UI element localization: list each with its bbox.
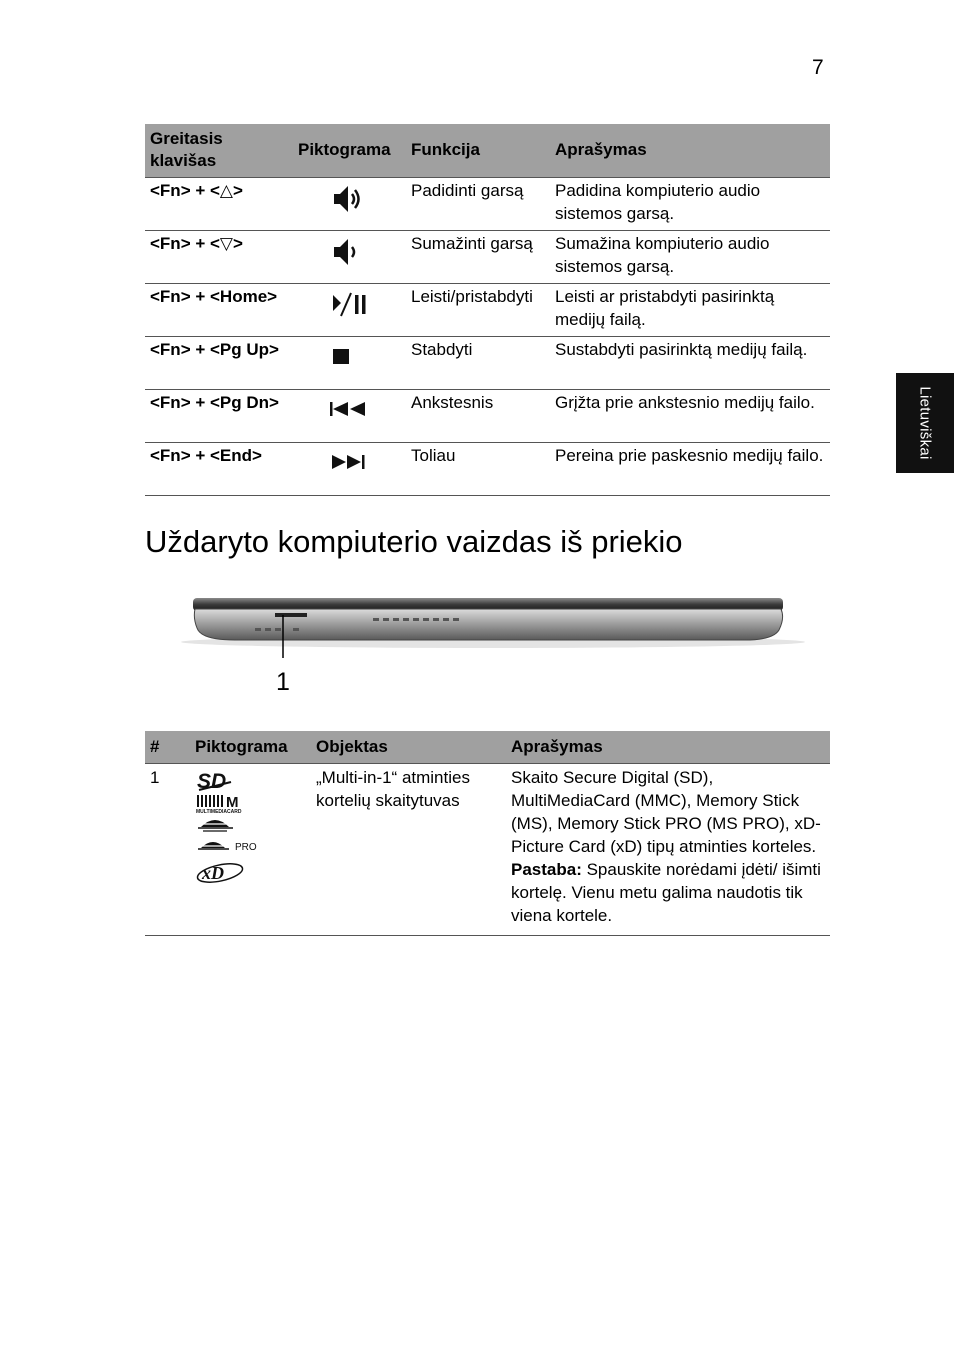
table-row	[145, 230, 830, 283]
previous-track-icon	[329, 395, 371, 421]
description-cell: Padidina kompiuterio audio sistemos garsą.	[550, 177, 830, 230]
card-format-icons	[195, 768, 265, 886]
icon-cell	[293, 442, 406, 495]
next-track-icon	[329, 448, 371, 474]
header-description: Aprašymas	[550, 124, 830, 177]
description-cell	[506, 763, 830, 935]
header-icon: Piktograma	[293, 124, 406, 177]
table-row	[145, 763, 830, 935]
laptop-front-view-figure	[175, 590, 810, 668]
ms-pro-label: PRO	[235, 841, 257, 853]
hotkey-cell: <Fn> + <△>	[145, 177, 293, 230]
note-label: Pastaba:	[511, 859, 582, 879]
hotkey-cell: <Fn> + <▽>	[145, 230, 293, 283]
icon-cell	[293, 230, 406, 283]
section-title: Uždaryto kompiuterio vaizdas iš priekio	[145, 524, 683, 559]
icon-cell	[293, 336, 406, 389]
function-cell: Padidinti garsą	[406, 177, 550, 230]
multimediacard-icon	[196, 794, 242, 815]
sd-logo-text: SD	[197, 769, 227, 793]
mmc-logo-text: MULTIMEDIACARD	[196, 808, 242, 815]
items-table	[145, 731, 830, 936]
header-number: #	[145, 731, 190, 763]
description-cell: Sustabdyti pasirinktą medijų failą.	[550, 336, 830, 389]
function-cell: Ankstesnis	[406, 389, 550, 442]
icon-cell	[293, 283, 406, 336]
function-cell: Stabdyti	[406, 336, 550, 389]
header-description: Aprašymas	[506, 731, 830, 763]
table-row	[145, 177, 830, 230]
function-cell: Sumažinti garsą	[406, 230, 550, 283]
number-cell: 1	[145, 763, 190, 935]
table-row	[145, 442, 830, 495]
description-cell: Pereina prie paskesnio medijų failo.	[550, 442, 830, 495]
header-hotkey: Greitasis klavišas	[145, 124, 293, 177]
icon-cell	[190, 763, 311, 935]
memory-stick-icon	[198, 820, 233, 831]
play-pause-icon	[329, 289, 371, 319]
function-cell: Toliau	[406, 442, 550, 495]
note-text: Spauskite norėdami įdėti/ išimti kortelę. Vienu metu galima naudotis tik viena kortele.	[511, 859, 821, 925]
xd-logo-text: xD	[202, 862, 224, 883]
description-cell: Grįžta prie ankstesnio medijų failo.	[550, 389, 830, 442]
function-cell: Leisti/pristabdyti	[406, 283, 550, 336]
header-icon: Piktograma	[190, 731, 311, 763]
icon-cell	[293, 177, 406, 230]
description-cell: Leisti ar pristabdyti pasirinktą medijų failą.	[550, 283, 830, 336]
language-tab	[896, 373, 954, 473]
object-cell: „Multi-in-1“ atminties kortelių skaitytuvas	[311, 763, 506, 935]
header-object: Objektas	[311, 731, 506, 763]
table-row	[145, 336, 830, 389]
volume-up-icon	[332, 183, 368, 215]
page-number: 7	[812, 56, 824, 79]
volume-down-icon	[332, 236, 368, 268]
items-table-header	[145, 731, 830, 763]
description-text: Skaito Secure Digital (SD), MultiMediaCard (MMC), Memory Stick (MS), Memory Stick PRO (MS PRO), xD-Picture Card (xD) tipų atminties korteles.	[511, 767, 821, 856]
hotkey-table-header	[145, 124, 830, 177]
language-tab-label: Lietuviškai	[916, 386, 934, 460]
hotkey-cell: <Fn> + <End>	[145, 442, 293, 495]
hotkey-table	[145, 124, 830, 496]
sd-card-icon	[197, 770, 231, 793]
hotkey-cell: <Fn> + <Home>	[145, 283, 293, 336]
table-row	[145, 389, 830, 442]
figure-callout-number: 1	[276, 668, 290, 696]
mmc-letter: M	[226, 793, 239, 811]
icon-cell	[293, 389, 406, 442]
memory-stick-pro-icon	[198, 842, 257, 853]
table-row	[145, 283, 830, 336]
stop-icon	[330, 342, 370, 368]
header-function: Funkcija	[406, 124, 550, 177]
hotkey-cell: <Fn> + <Pg Up>	[145, 336, 293, 389]
description-cell: Sumažina kompiuterio audio sistemos garsą.	[550, 230, 830, 283]
hotkey-cell: <Fn> + <Pg Dn>	[145, 389, 293, 442]
xd-picture-card-icon	[196, 860, 244, 885]
